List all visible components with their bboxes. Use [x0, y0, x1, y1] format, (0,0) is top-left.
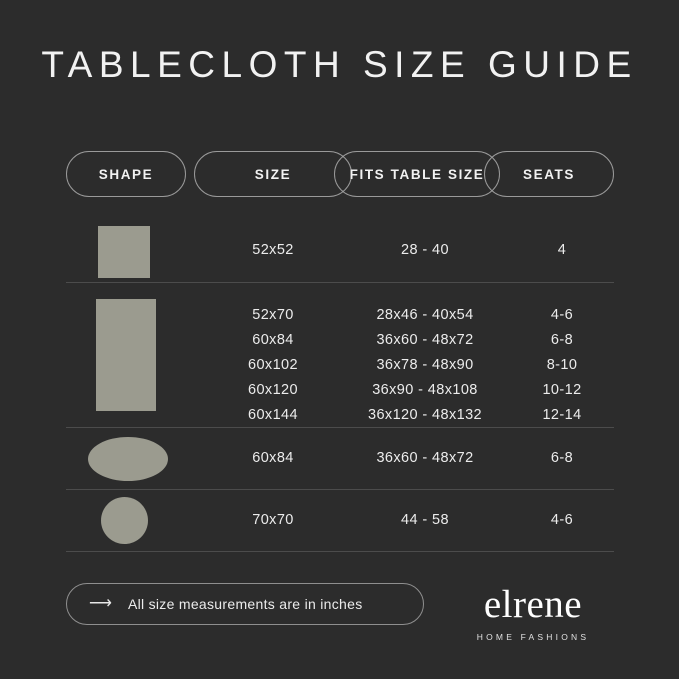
fits-cell	[340, 446, 510, 471]
seats-cell	[510, 446, 614, 471]
size-value: 70x70	[252, 512, 294, 528]
page-title: TABLECLOTH SIZE GUIDE	[41, 44, 638, 85]
fits-value: 36x60 - 48x72	[376, 332, 474, 348]
fits-cell	[340, 238, 510, 263]
shape-cell	[66, 428, 226, 489]
fits-cell	[340, 508, 510, 533]
size-value: 52x52	[252, 242, 294, 258]
header-pill-fits-table-size: FITS TABLE SIZE	[334, 151, 500, 197]
header-pill-size: SIZE	[194, 151, 352, 197]
circle-swatch-icon	[101, 497, 148, 544]
fits-value: 44 - 58	[401, 512, 449, 528]
fits-cell	[340, 303, 510, 428]
measurement-note	[66, 583, 424, 625]
seats-value: 8-10	[546, 357, 578, 373]
seats-value: 12-14	[542, 407, 582, 423]
seats-cell	[510, 508, 614, 533]
table-row	[66, 283, 614, 428]
seats-cell	[510, 303, 614, 428]
fits-value: 36x60 - 48x72	[376, 450, 474, 466]
seats-cell	[510, 238, 614, 263]
size-value: 60x102	[248, 357, 298, 373]
fits-value: 36x90 - 48x108	[372, 382, 478, 398]
brand-name: elrene	[483, 583, 583, 626]
size-value: 60x84	[252, 450, 294, 466]
size-value: 60x144	[248, 407, 298, 423]
size-cell	[206, 303, 340, 428]
size-value: 60x120	[248, 382, 298, 398]
fits-value: 28 - 40	[401, 242, 449, 258]
measurement-note-text: All size measurements are in inches	[127, 596, 363, 612]
size-cell	[206, 508, 340, 533]
table-row	[66, 218, 614, 283]
seats-value: 4-6	[550, 307, 574, 323]
oval-swatch-icon	[88, 437, 168, 481]
brand-subtitle: HOME FASHIONS	[476, 632, 590, 642]
seats-value: 4-6	[550, 512, 574, 528]
header-pill-seats: SEATS	[484, 151, 614, 197]
seats-value: 6-8	[550, 450, 574, 466]
rectangle-swatch-icon	[96, 299, 156, 411]
header-pill-shape: SHAPE	[66, 151, 186, 197]
column-headers	[66, 151, 614, 197]
table-row	[66, 490, 614, 552]
shape-cell	[66, 283, 226, 427]
fits-value: 28x46 - 40x54	[376, 307, 474, 323]
table-row	[66, 428, 614, 490]
size-value: 52x70	[252, 307, 294, 323]
arrow-right-icon: ⟶	[89, 595, 112, 612]
size-cell	[206, 446, 340, 471]
seats-value: 6-8	[550, 332, 574, 348]
fits-value: 36x78 - 48x90	[376, 357, 474, 373]
shape-cell	[66, 218, 226, 282]
size-table	[66, 218, 614, 552]
size-cell	[206, 238, 340, 263]
seats-value: 10-12	[542, 382, 582, 398]
seats-value: 4	[557, 242, 567, 258]
square-swatch-icon	[98, 226, 150, 278]
shape-cell	[66, 490, 226, 551]
brand-logo	[443, 585, 623, 642]
size-value: 60x84	[252, 332, 294, 348]
fits-value: 36x120 - 48x132	[367, 407, 483, 423]
